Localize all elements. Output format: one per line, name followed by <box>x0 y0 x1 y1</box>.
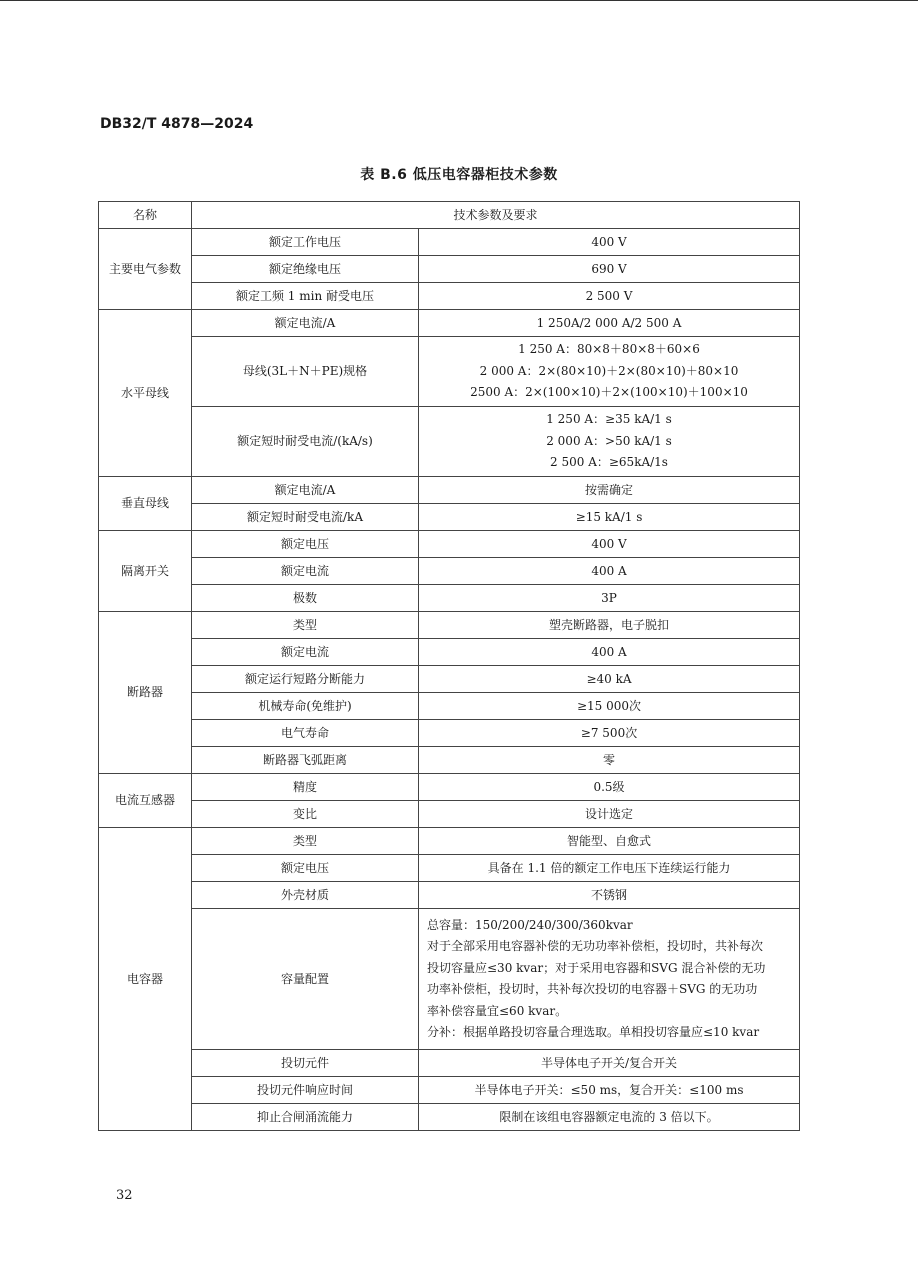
param-cell: 额定电压 <box>192 531 419 558</box>
value-cell: 400 V <box>419 229 800 256</box>
table-row <box>99 909 800 1050</box>
table-row <box>99 283 800 310</box>
param-cell: 精度 <box>192 774 419 801</box>
group-name: 垂直母线 <box>99 477 192 531</box>
value-cell: 半导体电子开关：≤50 ms，复合开关：≤100 ms <box>419 1077 800 1104</box>
table-row <box>99 882 800 909</box>
table-row <box>99 229 800 256</box>
table-row <box>99 256 800 283</box>
table-row <box>99 666 800 693</box>
value-cell: 具备在 1.1 倍的额定工作电压下连续运行能力 <box>419 855 800 882</box>
value-cell: 限制在该组电容器额定电流的 3 倍以下。 <box>419 1104 800 1131</box>
value-cell <box>419 909 800 1050</box>
param-cell: 类型 <box>192 828 419 855</box>
value-line: 对于全部采用电容器补偿的无功功率补偿柜，投切时，共补每次 <box>427 939 764 953</box>
value-cell: 0.5级 <box>419 774 800 801</box>
table-row <box>99 504 800 531</box>
standard-code: DB32/T 4878—2024 <box>100 116 254 132</box>
param-cell: 额定绝缘电压 <box>192 256 419 283</box>
value-cell: 400 V <box>419 531 800 558</box>
param-cell: 额定电流/A <box>192 310 419 337</box>
value-line: 分补：根据单路投切容量合理选取。单相投切容量应≤10 kvar <box>427 1025 760 1039</box>
value-cell: 不锈钢 <box>419 882 800 909</box>
table-row <box>99 407 800 477</box>
param-cell: 额定电流 <box>192 639 419 666</box>
param-cell: 额定短时耐受电流/(kA/s) <box>192 407 419 477</box>
value-line: 投切容量应≤30 kvar；对于采用电容器和SVG 混合补偿的无功 <box>427 960 766 975</box>
value-line: 2 500 A：≥65kA/1s <box>550 455 668 470</box>
value-line: 功率补偿柜，投切时，共补每次投切的电容器＋SVG 的无功功 <box>427 982 758 996</box>
table-row <box>99 801 800 828</box>
table-row <box>99 747 800 774</box>
param-cell: 额定运行短路分断能力 <box>192 666 419 693</box>
value-cell: 智能型、自愈式 <box>419 828 800 855</box>
value-cell <box>419 337 800 407</box>
table-row <box>99 639 800 666</box>
table-row <box>99 774 800 801</box>
page-top-border <box>0 0 918 1</box>
group-name: 电容器 <box>99 828 192 1131</box>
param-cell: 额定电压 <box>192 855 419 882</box>
param-cell: 容量配置 <box>192 909 419 1050</box>
table-row <box>99 531 800 558</box>
value-cell <box>419 407 800 477</box>
param-cell: 外壳材质 <box>192 882 419 909</box>
table-row <box>99 337 800 407</box>
value-line: 率补偿容量宜≤60 kvar。 <box>427 1003 568 1018</box>
value-line: 2500 A：2×(100×10)＋2×(100×10)＋100×10 <box>470 385 748 400</box>
value-line: 2 000 A：2×(80×10)＋2×(80×10)＋80×10 <box>479 363 739 378</box>
value-cell: ≥15 kA/1 s <box>419 504 800 531</box>
group-name: 电流互感器 <box>99 774 192 828</box>
param-cell: 机械寿命(免维护) <box>192 693 419 720</box>
value-line: 1 250 A：≥35 kA/1 s <box>546 412 672 427</box>
header-name: 名称 <box>99 202 192 229</box>
param-cell: 额定电流 <box>192 558 419 585</box>
value-cell: ≥15 000次 <box>419 693 800 720</box>
param-cell: 抑止合闸涌流能力 <box>192 1104 419 1131</box>
group-name: 隔离开关 <box>99 531 192 612</box>
value-cell: 零 <box>419 747 800 774</box>
page-number: 32 <box>116 1188 133 1203</box>
value-cell: ≥40 kA <box>419 666 800 693</box>
table-row <box>99 1050 800 1077</box>
value-cell: 400 A <box>419 639 800 666</box>
value-cell: 3P <box>419 585 800 612</box>
table-title: 表 B.6 低压电容器柜技术参数 <box>360 167 558 183</box>
param-cell: 母线(3L＋N＋PE)规格 <box>192 337 419 407</box>
value-line: 2 000 A：>50 kA/1 s <box>546 433 672 448</box>
group-name: 主要电气参数 <box>99 229 192 310</box>
table-row <box>99 693 800 720</box>
value-cell: 按需确定 <box>419 477 800 504</box>
table-row <box>99 612 800 639</box>
table-row <box>99 1077 800 1104</box>
value-cell: 400 A <box>419 558 800 585</box>
param-cell: 额定工作电压 <box>192 229 419 256</box>
value-cell: 690 V <box>419 256 800 283</box>
value-cell: 半导体电子开关/复合开关 <box>419 1050 800 1077</box>
header-spec: 技术参数及要求 <box>192 202 800 229</box>
value-cell: 设计选定 <box>419 801 800 828</box>
param-cell: 类型 <box>192 612 419 639</box>
table-row <box>99 477 800 504</box>
group-name: 断路器 <box>99 612 192 774</box>
table-row <box>99 558 800 585</box>
param-cell: 极数 <box>192 585 419 612</box>
spec-table <box>98 201 800 1131</box>
value-cell: 塑壳断路器，电子脱扣 <box>419 612 800 639</box>
value-cell: 2 500 V <box>419 283 800 310</box>
param-cell: 额定电流/A <box>192 477 419 504</box>
group-name: 水平母线 <box>99 310 192 477</box>
table-row <box>99 1104 800 1131</box>
table-row <box>99 720 800 747</box>
table-row <box>99 585 800 612</box>
param-cell: 变比 <box>192 801 419 828</box>
param-cell: 投切元件响应时间 <box>192 1077 419 1104</box>
table-row <box>99 855 800 882</box>
param-cell: 断路器飞弧距离 <box>192 747 419 774</box>
table-row <box>99 310 800 337</box>
param-cell: 额定短时耐受电流/kA <box>192 504 419 531</box>
value-line: 总容量：150/200/240/300/360kvar <box>427 917 633 932</box>
value-cell: ≥7 500次 <box>419 720 800 747</box>
param-cell: 额定工频 1 min 耐受电压 <box>192 283 419 310</box>
table-header-row <box>99 202 800 229</box>
table-row <box>99 828 800 855</box>
value-line: 1 250 A：80×8＋80×8＋60×6 <box>518 342 700 357</box>
param-cell: 投切元件 <box>192 1050 419 1077</box>
param-cell: 电气寿命 <box>192 720 419 747</box>
value-cell: 1 250A/2 000 A/2 500 A <box>419 310 800 337</box>
